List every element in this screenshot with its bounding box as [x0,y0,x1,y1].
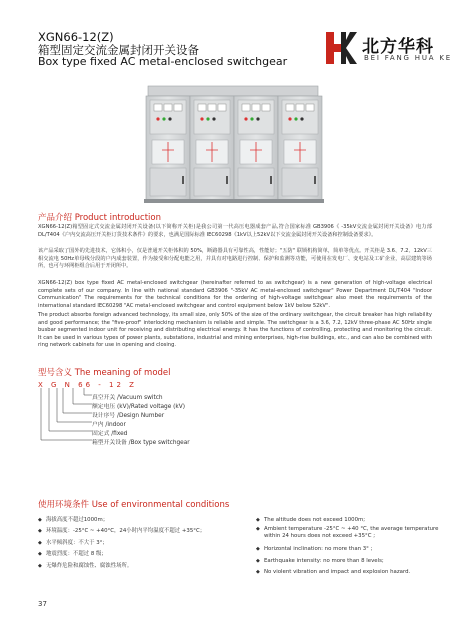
diamond-bullet-icon: ◆ [38,551,42,558]
diamond-bullet-icon: ◆ [38,539,42,546]
brand-name-cn: 北方华科 [362,37,434,57]
model-code: X G N 66 - 12 Z [38,381,137,389]
section-title-intro: 产品介绍 Product introduction [38,213,162,223]
section-title-model: 型号含义 The meaning of model [38,368,171,378]
page-number: 37 [38,600,47,608]
hk-logo-icon [325,31,359,65]
list-item: ◆ The altitude does not exceed 1000m; [256,515,446,526]
list-item: ◆ 海拔高度不超过1000m； [38,515,238,526]
intro-paragraph-en-2: The product absorbs foreign advanced technology, its small size, only 50% of the size of the ordinary switchgear, the circuit breaker has high reliability and good performance; the "five-proof" interlocking mechanism is reliable and simple. The switchgear is a 3.6, 7.2, 12kV three-phase AC 50Hz single busbar segmented indoor unit for receiving and distributing electrical energy. It has the functions of controlling, protecting and monitoring the circuit. It can be used in various types of power plants, substations, industrial and mining enterprises, high-rise buildings, etc., and can also be combined with ring network cabinets for use in opening and closing. [38,312,432,349]
diamond-bullet-icon: ◆ [256,517,260,523]
product-title [38,31,287,69]
list-item: ◆ Horizontal inclination: no more than 3° ; [256,544,446,555]
product-name-cn: 箱型固定交流金属封闭开关设备 [38,42,199,57]
model-item-vacuum-switch: 真空开关 /Vacuum switch [92,395,163,401]
list-item: ◆ 地震烈度：不超过 8 级； [38,549,238,560]
switchgear-photo [140,84,330,204]
brand-name-en: BEI FANG HUA KE [364,54,452,62]
product-model: XGN66-12(Z) [38,30,114,44]
diamond-bullet-icon: ◆ [256,546,260,553]
diamond-bullet-icon: ◆ [38,517,42,523]
list-item: ◆ 环境温度：-25°C ~ +40°C，24小时内平均温度不超过 +35°C； [38,526,238,537]
diamond-bullet-icon: ◆ [256,526,260,533]
environment-list-cn [38,515,238,572]
brand-logo [325,31,452,67]
model-item-box-type: 箱型开关设备 /Box type switchgear [92,440,190,446]
product-name-en: Box type fixed AC metal-enclosed switchgear [38,55,288,68]
list-item: ◆ Ambient temperature -25°C ~ +40 °C, the average temperature within 24 hours does not exceed +35°C ; [256,526,439,540]
intro-paragraph-cn-2: 该产品采取了国外的先进技术，它体积小，仅是普通开关柜体积的 50%，断路器具有可靠性高，性能好；"五防" 联锁机构简单，简单等优点。开关柜是 3.6、7.2、12kV三相交流电 50Hz单母线分段的户内成套装置，作为接受和分配电能之用，并具有对电路进行控制、保护和监测等功能，可使用在发电厂、变电站及工矿企业，高层建筑等场所，也可与环网柜组合后用于开闭所中。 [38,248,432,270]
model-item-rated-voltage: 额定电压 (kV)/Rated voltage (kV) [92,404,185,410]
model-item-indoor: 户内 /indoor [92,422,126,428]
environment-list-en [256,515,446,579]
list-item: ◆ 无爆炸危险和腐蚀性、腐蚀性场所。 [38,561,238,572]
list-item: ◆ 水平倾斜度：不大于 3°； [38,538,238,549]
diamond-bullet-icon: ◆ [38,528,42,535]
model-item-fixed: 固定式 /fixed [92,431,128,437]
model-item-design-number: 设计序号 /Design Number [92,413,165,419]
diamond-bullet-icon: ◆ [38,562,42,569]
list-item: ◆ Earthquake intensity: no more than 8 levels; [256,556,446,567]
diamond-bullet-icon: ◆ [256,569,260,576]
list-item: ◆ No violent vibration and impact and explosion hazard. [256,567,446,578]
diamond-bullet-icon: ◆ [256,557,260,564]
intro-paragraph-cn-1: XGN66-12(Z)箱型固定式交流金属封闭开关设备(以下简称开关柜)是我公司第一代高压电器成套产品,符合国家标准 GB3906《 -35kV交流金属封闭开关设备》电力部 DL/T404《户内交流高压开关柜订货技术条件》的要求，也满足国际标准 IEC60298《1kV以上52kV以下交流金属封闭开关设备和控制设备要求》。 [38,224,432,238]
section-title-environment: 使用环境条件 Use of environmental conditions [38,500,230,510]
model-callout-lines [38,388,98,458]
intro-paragraph-en-1: XGN66-12(Z) box type fixed AC metal-enclosed switchgear (hereinafter referred to as switchgear) is a new generation of high-voltage electrical complete sets of our company. In line with national standard GB3906 "-35kV AC metal-enclosed switchgear" Power Department DL/T404 "Indoor Communication" The requirements for the technical conditions for the ordering of high-voltage switchgear also meet the requirements of the international standard IEC60298 "AC metal-enclosed switchgear and control equipment below 1kV below 52kV". [38,280,432,309]
